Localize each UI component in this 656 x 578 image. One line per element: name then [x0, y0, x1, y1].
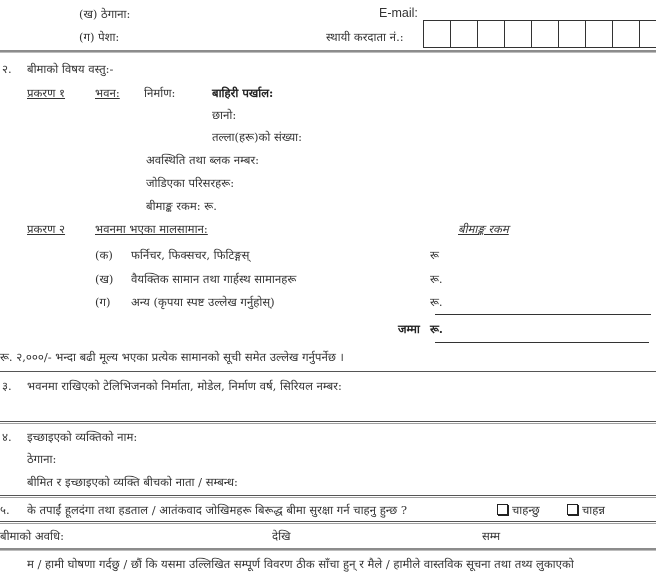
pan-digit-box[interactable]: [613, 20, 640, 48]
divider: [0, 521, 656, 524]
pan-digit-box[interactable]: [451, 20, 478, 48]
divider: [0, 371, 656, 372]
declaration-text: म / हामी घोषणा गर्दछु / छौं कि यसमा उल्लिखित सम्पूर्ण विवरण ठीक साँचा हुन् र मैले / हामीले वास्तविक सूचना तथा तथ्य लुकाएको: [27, 557, 574, 571]
option-yes-label: चाहन्छु: [512, 503, 540, 517]
item-marker: (ख): [95, 272, 114, 286]
address-label: (ख) ठेगाना:: [79, 7, 131, 21]
option-no[interactable]: [567, 503, 605, 517]
occupation-label: (ग) पेशा:: [79, 30, 120, 44]
divider: [0, 548, 656, 551]
part2-label: प्रकरण २: [27, 222, 66, 236]
divider: [0, 50, 656, 53]
pan-digit-box[interactable]: [640, 20, 656, 48]
pan-digit-box[interactable]: [505, 20, 532, 48]
checkbox-no[interactable]: [567, 504, 578, 515]
period-label: बीमाको अवधि:: [0, 529, 64, 543]
location-label: अवस्थिति तथा ब्लक नम्बर:: [146, 153, 260, 167]
building-label: भवन:: [95, 86, 120, 100]
riot-terrorism-question: के तपाईं हूलदंगा तथा हडताल / आतंकवाद जोखिमहरू बिरूद्ध बीमा सुरक्षा गर्न चाहनु हुन्छ ?: [27, 503, 407, 517]
contents-title: भवनमा भएका मालसामान:: [95, 222, 208, 236]
nominee-address-label: ठेगाना:: [27, 452, 57, 466]
item-marker: (क): [95, 248, 113, 262]
divider: [0, 495, 656, 498]
total-line: [435, 342, 649, 343]
pan-digit-box[interactable]: [559, 20, 586, 48]
nominee-relation-label: बीमित र इच्छाइएको व्यक्ति बीचको नाता / सम्बन्ध:: [27, 475, 238, 489]
floors-label: तल्ला(हरू)को संख्या:: [212, 130, 303, 144]
part1-label: प्रकरण १: [27, 86, 66, 100]
divider: [0, 421, 656, 424]
sum-insured-column-header: बीमाङ्क रकम: [458, 222, 509, 236]
item-currency: रू: [430, 248, 439, 262]
nominee-name-label: इच्छाइएको व्यक्तिको नाम:: [27, 430, 138, 444]
item-marker: (ग): [95, 295, 111, 309]
section2-number: २.: [2, 62, 12, 76]
tv-details-label: भवनमा राखिएको टेलिभिजनको निर्माता, मोडेल, निर्माण वर्ष, सिरियल नम्बर:: [27, 379, 342, 393]
section3-number: ३.: [2, 379, 12, 393]
item-currency: रू.: [430, 295, 443, 309]
period-to-label: सम्म: [482, 529, 501, 543]
item-text: वैयक्तिक सामान तथा गार्हस्थ सामानहरू: [131, 272, 297, 286]
pan-digit-box[interactable]: [532, 20, 559, 48]
item-text: अन्य (कृपया स्पष्ट उल्लेख गर्नुहोस्): [131, 295, 275, 309]
sum-insured-label: बीमाङ्क रकम: रू.: [146, 199, 217, 213]
option-yes[interactable]: [497, 503, 540, 517]
pan-digit-box[interactable]: [478, 20, 505, 48]
construction-label: निर्माण:: [144, 86, 176, 100]
pan-number-boxes[interactable]: [423, 20, 656, 48]
pan-digit-box[interactable]: [586, 20, 613, 48]
item-currency: रू.: [430, 272, 443, 286]
checkbox-yes[interactable]: [497, 504, 508, 515]
valuation-note: रू. २,०००/- भन्दा बढी मूल्य भएका प्रत्येक सामानको सूची समेत उल्लेख गर्नुपर्नेछ ।: [0, 350, 344, 364]
outer-wall-label: बाहिरी पर्खाल:: [212, 86, 274, 100]
section5-number: ५.: [0, 503, 10, 517]
total-label: जम्मा: [398, 322, 420, 336]
amount-line: [435, 314, 651, 315]
email-label: E-mail:: [379, 6, 418, 20]
option-no-label: चाहन्न: [582, 503, 605, 517]
total-currency: रू.: [430, 322, 443, 336]
adjoining-label: जोडिएका परिसरहरू:: [146, 176, 235, 190]
pan-label: स्थायी करदाता नं.:: [326, 30, 404, 44]
item-text: फर्निचर, फिक्सचर, फिटिङ्गस्: [131, 248, 250, 262]
section2-title: बीमाको विषय वस्तु:-: [27, 62, 114, 76]
roof-label: छानो:: [212, 108, 237, 122]
section4-number: ४.: [2, 430, 12, 444]
period-from-label: देखि: [272, 529, 291, 543]
pan-digit-box[interactable]: [423, 20, 451, 48]
